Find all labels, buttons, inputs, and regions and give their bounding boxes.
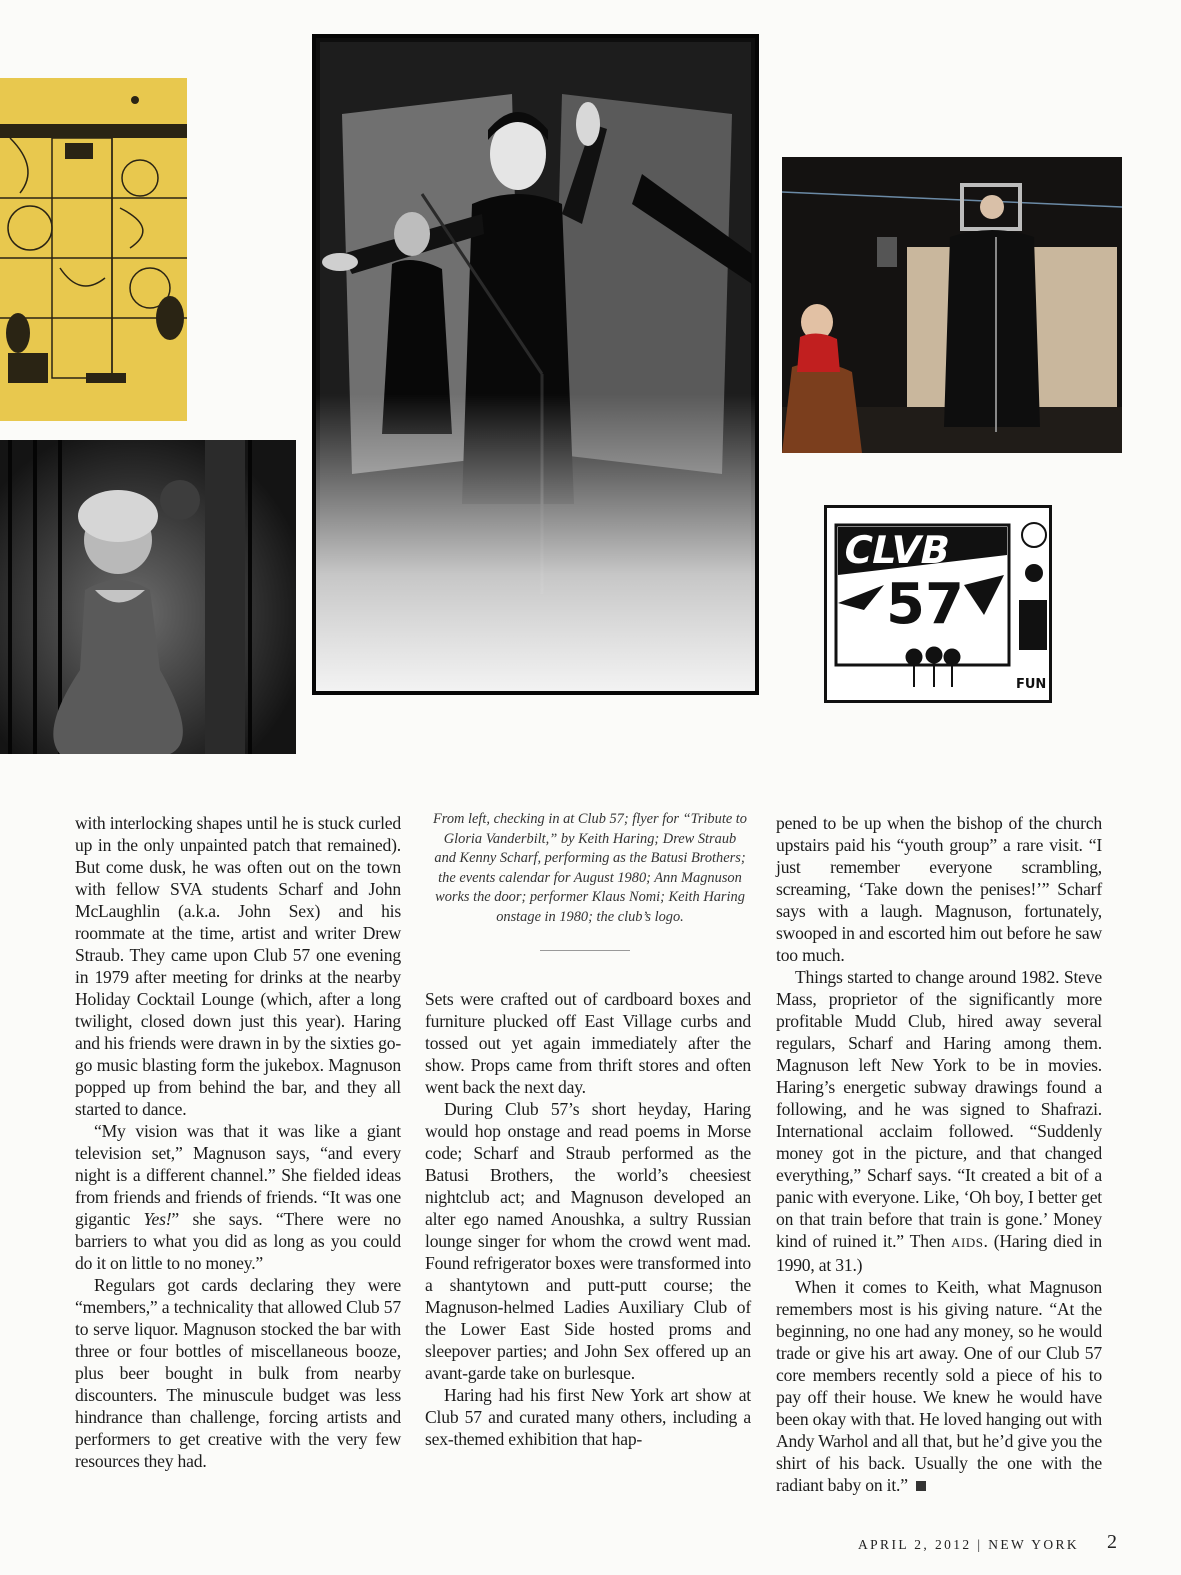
nomi-photo [312, 34, 759, 695]
article-column-2 [425, 988, 751, 1450]
nomi-drawing [312, 34, 759, 695]
haring-photo [782, 157, 1122, 453]
paragraph: “My vision was that it was like a giant television set,” Magnuson says, “and every night is a different channel.” She fielded ideas from friends and friends of friends. “It was one gigantic Yes!” she says. “There were no barriers to what you did as long as you could do it on little to no money.” [75, 1121, 402, 1273]
paragraph: with interlocking shapes until he is stuck curled up in the only unpainted patch that remained). But come dusk, he was often out on the town with fellow SVA students Scharf and John McLaughlin (a.k.a. John Sex) and his roommate at the time, artist and writer Drew Straub. They came upon Club 57 one evening in 1979 after meeting for drinks at the nearby Holiday Cocktail Lounge (which, after a long twilight, closed down just this year). Haring and his friends were drawn in by the sixties go-go music blasting form the jukebox. Magnuson popped up from behind the bar, and they all started to dance. [75, 813, 401, 1119]
logo-57-text: 57 [886, 572, 964, 637]
paragraph: Haring had his first New York art show at Club 57 and curated many others, including a sex-themed exhibition that hap- [425, 1385, 751, 1449]
article-column-1 [75, 812, 401, 1472]
paragraph: pened to be up when the bishop of the church upstairs paid his “youth group” a rare visit. “I just remember everyone scrambling, screaming, ‘Take down the penises!’” Scharf says with a laugh. Magnuson, fortunately, swooped in and escorted him out before he saw too much. [776, 813, 1102, 965]
caption-divider [540, 950, 630, 951]
end-mark [916, 1481, 926, 1491]
paragraph: Sets were crafted out of cardboard boxes and furniture plucked off East Village curbs and tossed out yet again immediately after the show. Props came from thrift stores and often went back the next day. [425, 989, 751, 1097]
magnuson-drawing [0, 440, 296, 754]
page-number: 2 [1107, 1531, 1117, 1553]
logo-club-text: CLVB [839, 528, 955, 573]
photo-caption: From left, checking in at Club 57; flyer for “Tribute to Gloria Vanderbilt,” by Keith Haring; Drew Straub and Kenny Scharf, performing as the Batusi Brothers; the events calendar for August 1980; Ann Magnuson works the door; performer Klaus Nomi; Keith Haring onstage in 1980; the club’s logo. [432, 811, 748, 925]
footer-separator: | [977, 1537, 983, 1552]
paragraph: During Club 57’s short heyday, Haring would hop onstage and read poems in Morse code; Scharf and Straub performed as the Batusi Brothers, the world’s cheesiest nightclub act; and Magnuson developed an alter ego named Anoushka, a sultry Russian lounge singer for whom the crowd went mad. Found refrigerator boxes were transformed into a shantytown and putt-putt course; the Magnuson-helmed Ladies Auxiliary Club of the Lower East Side hosted proms and sleepover parties; and John Sex offered up an avant-garde take on burlesque. [425, 1099, 751, 1383]
logo-fun-text: FUN [1016, 677, 1047, 692]
issue-date: APRIL 2, 2012 [858, 1537, 972, 1552]
paragraph: When it comes to Keith, what Magnuson remembers most is his giving nature. “At the beginning, no one had any money, so he would trade or give his art away. One of our Club 57 core members recently sold a piece of his to pay off their house. We knew he would have been okay with that. He loved hanging out with Andy Warhol and all that, but he’d give you the shirt of his back. Usually the one with the radiant baby on it.” [776, 1277, 1102, 1495]
article-column-3 [776, 812, 1102, 1496]
flyer-drawing [0, 78, 187, 421]
flyer-image [0, 78, 187, 421]
paragraph: Regulars got cards declaring they were “members,” a technicality that allowed Club 57 to serve liquor. Magnuson stocked the bar with three or four bottles of miscellaneous booze, plus beer bought in bulk from nearby discounters. The minuscule budget was less hindrance than challenge, forcing artists and performers to get creative with the very few resources they had. [75, 1275, 401, 1471]
logo-drawing [824, 505, 1052, 703]
paragraph: Things started to change around 1982. Steve Mass, proprietor of the significantly more profitable Mudd Club, hired away several regulars, Scharf and Haring among them. Magnuson left New York to be in movies. Haring’s energetic subway drawings found a following, and he was signed to Shafrazi. International acclaim followed. “Suddenly money got in the picture, and that changed everything,” Scharf says. “It created a bit of a panic with everyone. Like, ‘Oh boy, I better get on that train before that train is gone.’ Money kind of ruined it.” Then AIDS. (Haring died in 1990, at 31.) [776, 967, 1102, 1275]
magnuson-photo [0, 440, 296, 754]
club57-logo [824, 505, 1052, 703]
magazine-name: NEW YORK [988, 1537, 1080, 1552]
page-footer [858, 1537, 1079, 1553]
haring-drawing [782, 157, 1122, 453]
